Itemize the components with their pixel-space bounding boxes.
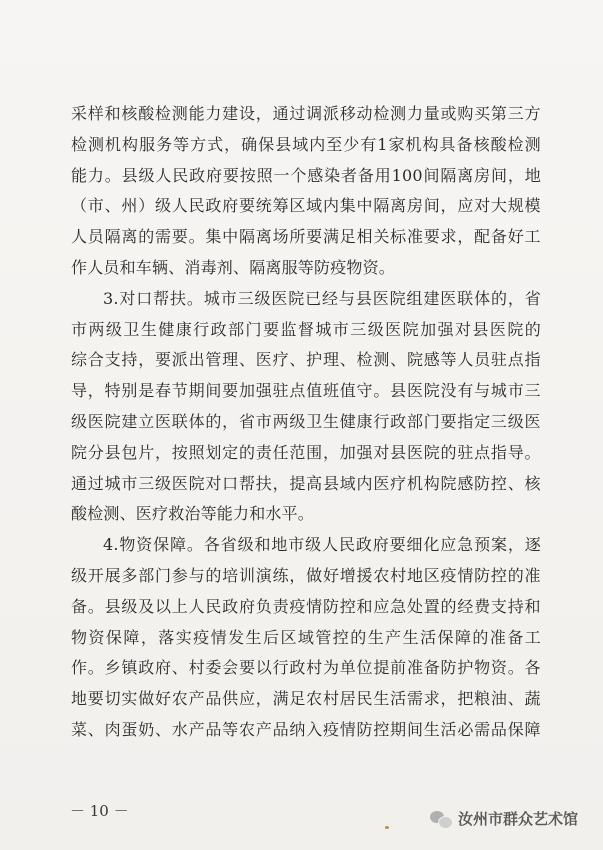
text-line: 能 力 。 县 级 人 民 政 府 要 按 照 一 个 感 染 者 备 用 100 间 隔 离 房 间 ， 地 [71, 165, 541, 185]
text-line: 作 。 乡 镇 政 府 、 村 委 会 要 以 行 政 村 为 单 位 提 前 准 备 防 护 物 资 。 各 [71, 658, 541, 678]
text-line: 地 要 切 实 做 好 农 产 品 供 应 ， 满 足 农 村 居 民 生 活 需 求 ， 把 粮 油 、 蔬 [71, 689, 541, 709]
text-line: 物 资 保 障 ， 落 实 疫 情 发 生 后 区 域 管 控 的 生 产 生 活 保 障 的 准 备 工 [71, 627, 541, 647]
watermark-text: 汝州市群众艺术馆 [458, 810, 579, 828]
text-line: 院 分 县 包 片 ， 按 照 划 定 的 责 任 范 围 ， 加 强 对 县 医 院 的 驻 点 指 导 。 [71, 442, 541, 462]
wechat-icon [430, 810, 452, 828]
paper-speck [385, 826, 389, 829]
text-line: 通 过 城 市 三 级 医 院 对 口 帮 扶 ， 提 高 县 域 内 医 疗 机 构 院 感 防 控 、 核 [71, 473, 541, 493]
text-line: 级 医 院 建 立 医 联 体 的 ， 省 市 两 级 卫 生 健 康 行 政 部 门 要 指 定 三 级 医 [71, 411, 541, 431]
text-line: 采 样 和 核 酸 检 测 能 力 建 设 ， 通 过 调 派 移 动 检 测 力 量 或 购 买 第 三 方 [71, 104, 541, 123]
watermark [430, 808, 578, 829]
text-line: 检 测 机 构 服 务 等 方 式 ， 确 保 县 域 内 至 少 有 1 家 机 构 具 备 核 酸 检 测 [71, 134, 541, 154]
text-line: 级 开 展 多 部 门 参 与 的 培 训 演 练 ， 做 好 增 援 农 村 地 区 疫 情 防 控 的 准 [71, 565, 541, 585]
text-line: 4. 物 资 保 障 。 各 省 级 和 地 市 级 人 民 政 府 要 细 化 应 急 预 案 ， 逐 [103, 535, 541, 555]
page-number: － 10 － [70, 802, 129, 820]
text-line: （ 市 、 州 ） 级 人 民 政 府 要 统 筹 区 域 内 集 中 隔 离 房 间 ， 应 对 大 规 模 [71, 196, 541, 216]
text-line: 备 。 县 级 及 以 上 人 民 政 府 负 责 疫 情 防 控 和 应 急 处 置 的 经 费 支 持 和 [71, 596, 541, 616]
text-line: 导 ， 特 别 是 春 节 期 间 要 加 强 驻 点 值 班 值 守 。 县 医 院 没 有 与 城 市 三 [71, 381, 541, 401]
text-line: 综 合 支 持 ， 要 派 出 管 理 、 医 疗 、 护 理 、 检 测 、 院 感 等 人 员 驻 点 指 [71, 350, 541, 370]
document-body [71, 99, 541, 746]
text-line: 作人员和车辆、消毒剂、隔离服等防疫物资。 [71, 257, 396, 277]
text-line: 人 员 隔 离 的 需 要 。 集 中 隔 离 场 所 要 满 足 相 关 标 准 要 求 ， 配 备 好 工 [71, 227, 541, 247]
text-line: 3. 对 口 帮 扶 。 城 市 三 级 医 院 已 经 与 县 医 院 组 建 医 联 体 的 ， 省 [103, 288, 541, 308]
text-line: 酸检测、医疗救治等能力和水平。 [71, 504, 315, 524]
text-line: 市 两 级 卫 生 健 康 行 政 部 门 要 监 督 城 市 三 级 医 院 加 强 对 县 医 院 的 [71, 319, 541, 339]
text-line: 菜 、 肉 蛋 奶 、 水 产 品 等 农 产 品 纳 入 疫 情 防 控 期 间 生 活 必 需 品 保 障 [71, 719, 541, 739]
